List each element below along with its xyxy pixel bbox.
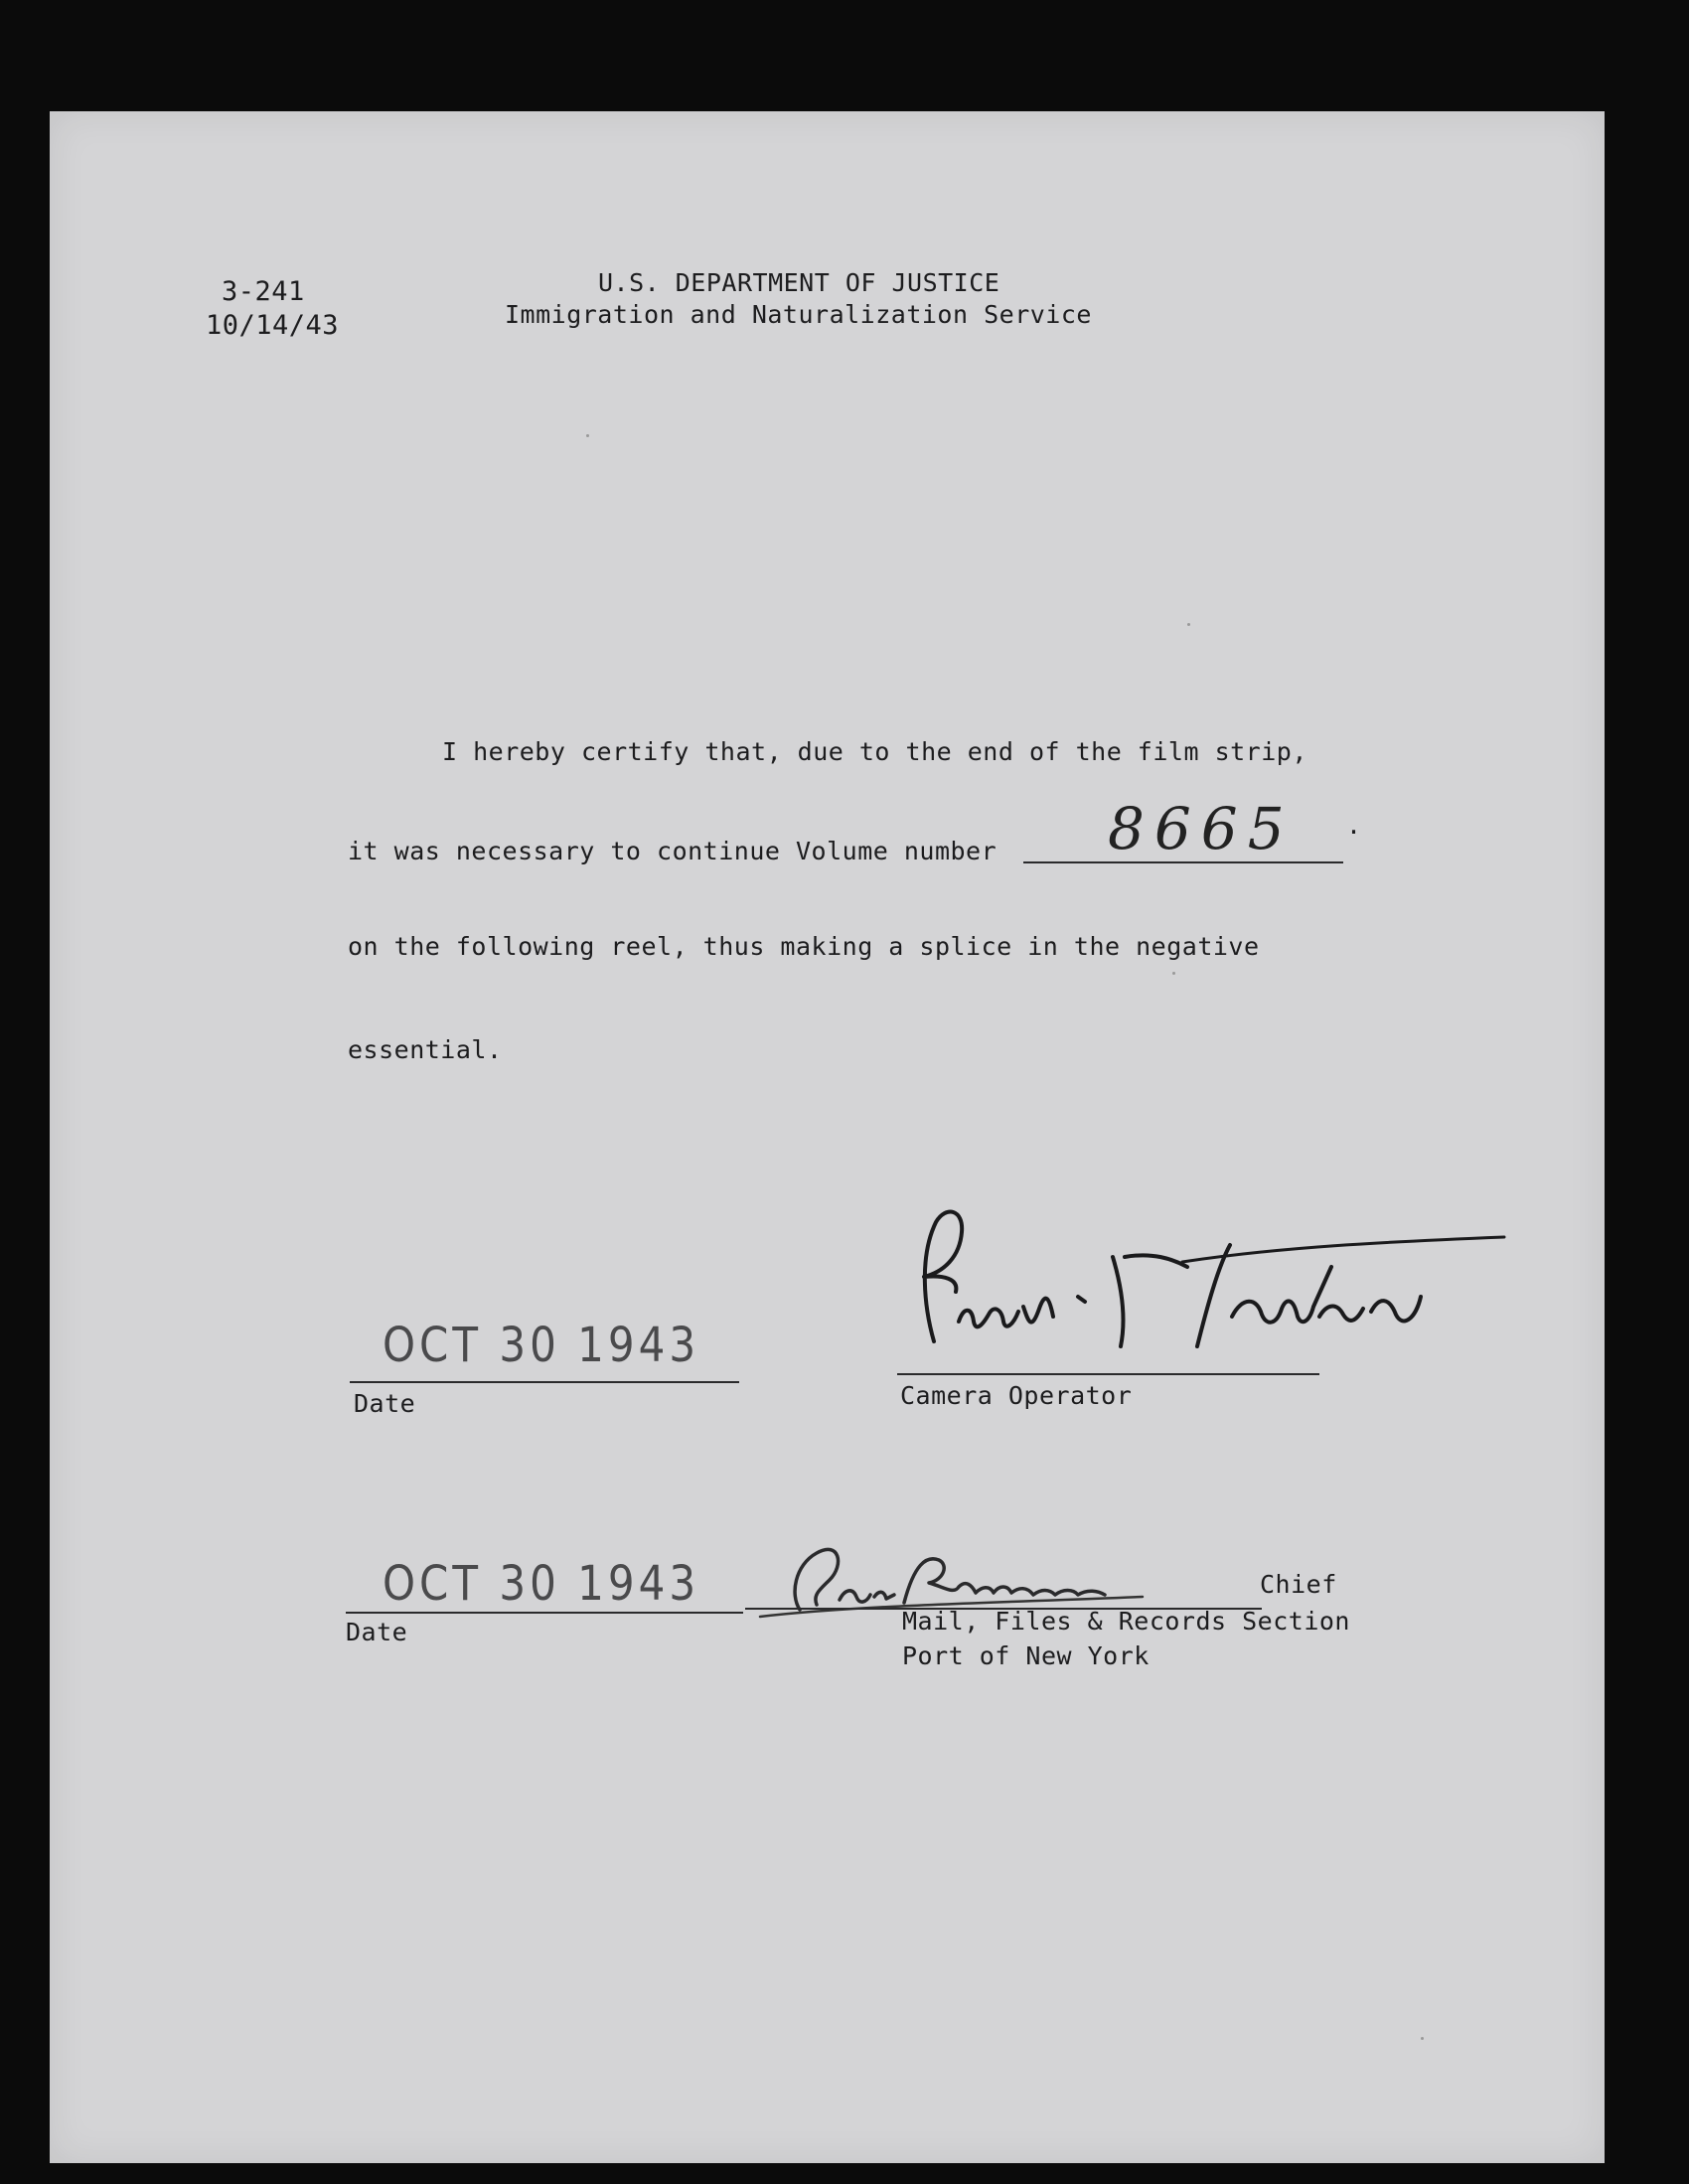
chief-date-label: Date <box>346 1618 408 1646</box>
chief-title-line-1: Chief <box>1260 1570 1337 1599</box>
camera-operator-date-stamp: OCT 30 1943 <box>383 1317 700 1373</box>
camera-operator-date-line <box>350 1381 739 1383</box>
scan-speck <box>1172 972 1175 975</box>
camera-operator-label: Camera Operator <box>900 1381 1133 1410</box>
volume-number-handwritten: 8665 <box>1108 795 1295 862</box>
certification-line-4: essential. <box>348 1035 503 1064</box>
chief-date-stamp: OCT 30 1943 <box>383 1555 700 1612</box>
camera-operator-signature <box>864 1197 1510 1386</box>
chief-title-line-2: Mail, Files & Records Section <box>902 1607 1350 1636</box>
service-heading: Immigration and Naturalization Service <box>505 300 1092 329</box>
line-2-period: . <box>1346 811 1362 840</box>
camera-operator-signature-line <box>897 1373 1319 1375</box>
form-revision-date: 10/14/43 <box>206 310 340 341</box>
camera-operator-date-label: Date <box>354 1389 416 1418</box>
department-heading: U.S. DEPARTMENT OF JUSTICE <box>598 268 1000 297</box>
form-number: 3-241 <box>222 276 305 307</box>
document-page <box>50 111 1605 2163</box>
chief-date-line <box>346 1612 743 1614</box>
scan-speck <box>1187 623 1190 626</box>
certification-line-2: it was necessary to continue Volume number <box>348 837 998 865</box>
certification-line-3: on the following reel, thus making a splice in the negative <box>348 932 1260 961</box>
chief-title-line-3: Port of New York <box>902 1641 1150 1670</box>
scan-speck <box>586 434 589 437</box>
scan-speck <box>1421 2037 1424 2040</box>
certification-line-1: I hereby certify that, due to the end of the film strip, <box>442 737 1307 766</box>
